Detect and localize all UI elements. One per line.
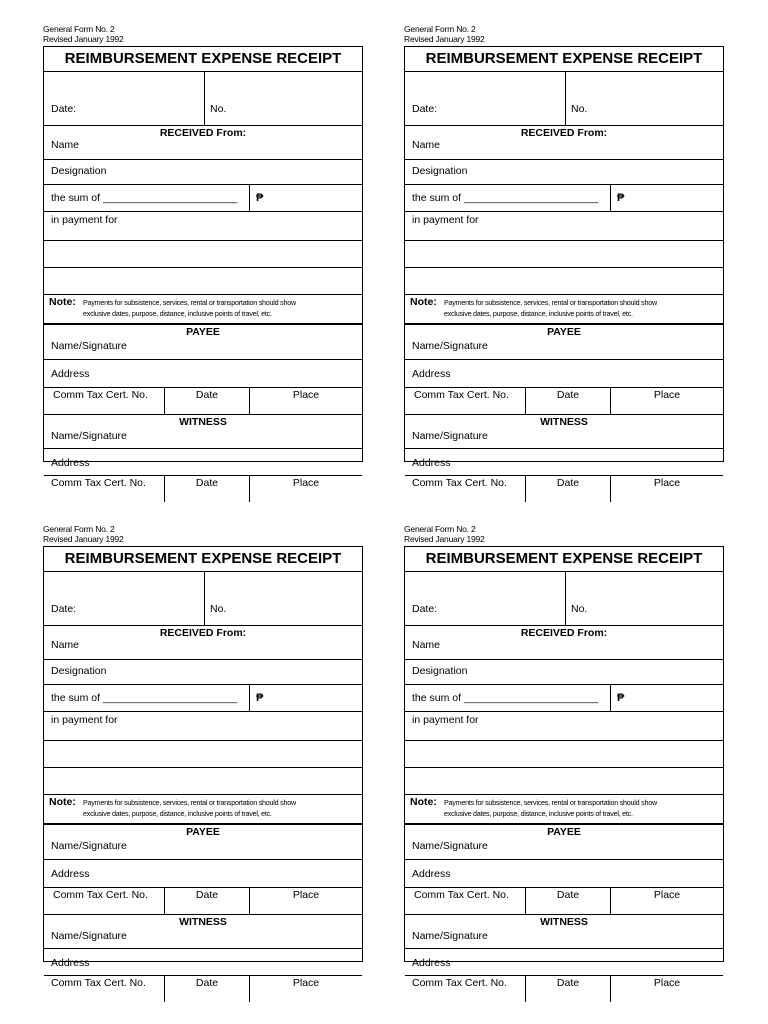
note-text-line1: Payments for subsistence, services, rental or transportation should show <box>83 798 296 807</box>
designation-field-label: Designation <box>51 665 107 677</box>
divider <box>405 711 723 712</box>
divider <box>44 711 362 712</box>
payee-date-label: Date <box>195 889 219 901</box>
form-title: REIMBURSEMENT EXPENSE RECEIPT <box>43 546 363 571</box>
payee-date-label: Date <box>556 389 580 401</box>
note-text-line1: Payments for subsistence, services, rental or transportation should show <box>444 298 657 307</box>
note-label: Note: <box>410 296 437 308</box>
peso-icon: ₱ <box>617 692 625 704</box>
divider <box>405 887 723 888</box>
revised-date: Revised January 1992 <box>404 534 485 544</box>
note-text-line2: exclusive dates, purpose, distance, inclusive points of travel, etc. <box>83 309 272 318</box>
witness-place-label: Place <box>653 977 681 989</box>
note-text-line1: Payments for subsistence, services, rental or transportation should show <box>444 798 657 807</box>
divider <box>405 684 723 685</box>
note-text-line2: exclusive dates, purpose, distance, inclusive points of travel, etc. <box>444 309 633 318</box>
divider <box>405 211 723 212</box>
general-form-number: General Form No. 2 <box>43 24 115 34</box>
date-label: Date: <box>51 103 77 115</box>
sum-divider <box>249 684 250 711</box>
payee-place-label: Place <box>653 889 681 901</box>
designation-field-label: Designation <box>412 165 468 177</box>
witness-address-label: Address <box>412 457 451 469</box>
peso-icon: ₱ <box>256 692 264 704</box>
divider <box>44 475 362 476</box>
payee-place-label: Place <box>653 389 681 401</box>
name-field-label: Name <box>51 639 80 651</box>
general-form-number: General Form No. 2 <box>404 524 476 534</box>
payee-name-signature-label: Name/Signature <box>412 840 488 852</box>
divider <box>405 323 723 325</box>
revised-date: Revised January 1992 <box>43 34 124 44</box>
divider <box>405 184 723 185</box>
divider <box>405 767 723 768</box>
witness-name-signature-label: Name/Signature <box>51 930 127 942</box>
date-label: Date: <box>412 103 438 115</box>
divider <box>405 125 723 126</box>
payee-name-signature-label: Name/Signature <box>51 840 127 852</box>
payee-heading: PAYEE <box>547 326 581 338</box>
no-label: No. <box>571 103 588 115</box>
witness-heading: WITNESS <box>540 916 588 928</box>
divider <box>44 975 362 976</box>
received-from-heading: RECEIVED From: <box>159 627 247 639</box>
payee-comm-tax-label: Comm Tax Cert. No. <box>414 889 509 901</box>
divider <box>405 975 723 976</box>
divider <box>405 914 723 915</box>
form-header <box>43 24 124 44</box>
divider <box>44 740 362 741</box>
witness-name-signature-label: Name/Signature <box>51 430 127 442</box>
date-no-divider <box>204 72 205 125</box>
payee-address-label: Address <box>51 368 90 380</box>
note-text-line2: exclusive dates, purpose, distance, inclusive points of travel, etc. <box>83 809 272 818</box>
form-header <box>43 524 124 544</box>
witness-date-label: Date <box>556 977 580 989</box>
witness-name-signature-label: Name/Signature <box>412 930 488 942</box>
divider <box>405 475 723 476</box>
date-label: Date: <box>412 603 438 615</box>
divider <box>44 887 362 888</box>
divider <box>405 159 723 160</box>
form-title: REIMBURSEMENT EXPENSE RECEIPT <box>43 46 363 71</box>
payee-comm-tax-label: Comm Tax Cert. No. <box>414 389 509 401</box>
payee-name-signature-label: Name/Signature <box>51 340 127 352</box>
divider <box>405 387 723 388</box>
divider <box>405 794 723 795</box>
witness-date-label: Date <box>195 477 219 489</box>
payee-place-label: Place <box>292 389 320 401</box>
divider <box>44 767 362 768</box>
sum-divider <box>610 684 611 711</box>
divider <box>44 125 362 126</box>
form-body <box>404 71 724 489</box>
divider <box>44 267 362 268</box>
note-text-line1: Payments for subsistence, services, rental or transportation should show <box>83 298 296 307</box>
divider <box>44 448 362 449</box>
divider <box>44 625 362 626</box>
divider <box>44 184 362 185</box>
divider <box>44 323 362 325</box>
divider <box>405 948 723 949</box>
date-label: Date: <box>51 603 77 615</box>
received-from-heading: RECEIVED From: <box>159 127 247 139</box>
no-label: No. <box>210 603 227 615</box>
payee-address-label: Address <box>412 368 451 380</box>
divider <box>44 859 362 860</box>
divider <box>44 240 362 241</box>
divider <box>44 159 362 160</box>
divider <box>405 659 723 660</box>
divider <box>405 859 723 860</box>
date-no-divider <box>565 72 566 125</box>
sum-divider <box>249 184 250 211</box>
witness-place-label: Place <box>292 977 320 989</box>
divider <box>44 659 362 660</box>
form-title: REIMBURSEMENT EXPENSE RECEIPT <box>404 546 724 571</box>
witness-comm-tax-label: Comm Tax Cert. No. <box>51 477 146 489</box>
note-label: Note: <box>49 796 76 808</box>
payee-heading: PAYEE <box>186 326 220 338</box>
sum-field-label: the sum of _______________________ <box>412 192 599 204</box>
witness-heading: WITNESS <box>179 416 227 428</box>
general-form-number: General Form No. 2 <box>43 524 115 534</box>
divider <box>405 359 723 360</box>
divider <box>405 625 723 626</box>
form-title: REIMBURSEMENT EXPENSE RECEIPT <box>404 46 724 71</box>
payee-name-signature-label: Name/Signature <box>412 340 488 352</box>
divider <box>44 211 362 212</box>
note-label: Note: <box>49 296 76 308</box>
witness-heading: WITNESS <box>540 416 588 428</box>
name-field-label: Name <box>412 639 441 651</box>
form-body <box>43 71 363 489</box>
peso-icon: ₱ <box>256 192 264 204</box>
payment-for-label: in payment for <box>51 214 118 226</box>
witness-comm-tax-label: Comm Tax Cert. No. <box>412 477 507 489</box>
divider <box>405 414 723 415</box>
witness-address-label: Address <box>412 957 451 969</box>
divider <box>405 448 723 449</box>
witness-date-label: Date <box>556 477 580 489</box>
divider <box>405 740 723 741</box>
sum-divider <box>610 184 611 211</box>
designation-field-label: Designation <box>412 665 468 677</box>
name-field-label: Name <box>51 139 80 151</box>
payee-comm-tax-label: Comm Tax Cert. No. <box>53 889 148 901</box>
witness-name-signature-label: Name/Signature <box>412 430 488 442</box>
form-header <box>404 24 485 44</box>
sum-field-label: the sum of _______________________ <box>412 692 599 704</box>
form-body <box>404 571 724 989</box>
witness-address-label: Address <box>51 957 90 969</box>
no-label: No. <box>210 103 227 115</box>
revised-date: Revised January 1992 <box>43 534 124 544</box>
divider <box>44 294 362 295</box>
divider <box>44 948 362 949</box>
divider <box>44 414 362 415</box>
designation-field-label: Designation <box>51 165 107 177</box>
witness-comm-tax-label: Comm Tax Cert. No. <box>51 977 146 989</box>
payee-date-label: Date <box>195 389 219 401</box>
divider <box>405 823 723 825</box>
divider <box>44 684 362 685</box>
note-text-line2: exclusive dates, purpose, distance, inclusive points of travel, etc. <box>444 809 633 818</box>
witness-place-label: Place <box>292 477 320 489</box>
witness-date-label: Date <box>195 977 219 989</box>
peso-icon: ₱ <box>617 192 625 204</box>
payment-for-label: in payment for <box>51 714 118 726</box>
note-label: Note: <box>410 796 437 808</box>
sum-field-label: the sum of _______________________ <box>51 692 238 704</box>
divider <box>44 387 362 388</box>
divider <box>44 794 362 795</box>
divider <box>405 240 723 241</box>
witness-place-label: Place <box>653 477 681 489</box>
received-from-heading: RECEIVED From: <box>520 127 608 139</box>
payee-date-label: Date <box>556 889 580 901</box>
no-label: No. <box>571 603 588 615</box>
form-header <box>404 524 485 544</box>
date-no-divider <box>204 572 205 625</box>
date-no-divider <box>565 572 566 625</box>
divider <box>405 267 723 268</box>
name-field-label: Name <box>412 139 441 151</box>
divider <box>405 294 723 295</box>
payee-heading: PAYEE <box>547 826 581 838</box>
revised-date: Revised January 1992 <box>404 34 485 44</box>
payee-address-label: Address <box>51 868 90 880</box>
witness-heading: WITNESS <box>179 916 227 928</box>
received-from-heading: RECEIVED From: <box>520 627 608 639</box>
divider <box>44 914 362 915</box>
sum-field-label: the sum of _______________________ <box>51 192 238 204</box>
payment-for-label: in payment for <box>412 714 479 726</box>
payee-address-label: Address <box>412 868 451 880</box>
form-body <box>43 571 363 989</box>
payee-place-label: Place <box>292 889 320 901</box>
divider <box>44 359 362 360</box>
divider <box>44 823 362 825</box>
general-form-number: General Form No. 2 <box>404 24 476 34</box>
payee-heading: PAYEE <box>186 826 220 838</box>
payment-for-label: in payment for <box>412 214 479 226</box>
witness-address-label: Address <box>51 457 90 469</box>
witness-comm-tax-label: Comm Tax Cert. No. <box>412 977 507 989</box>
payee-comm-tax-label: Comm Tax Cert. No. <box>53 389 148 401</box>
